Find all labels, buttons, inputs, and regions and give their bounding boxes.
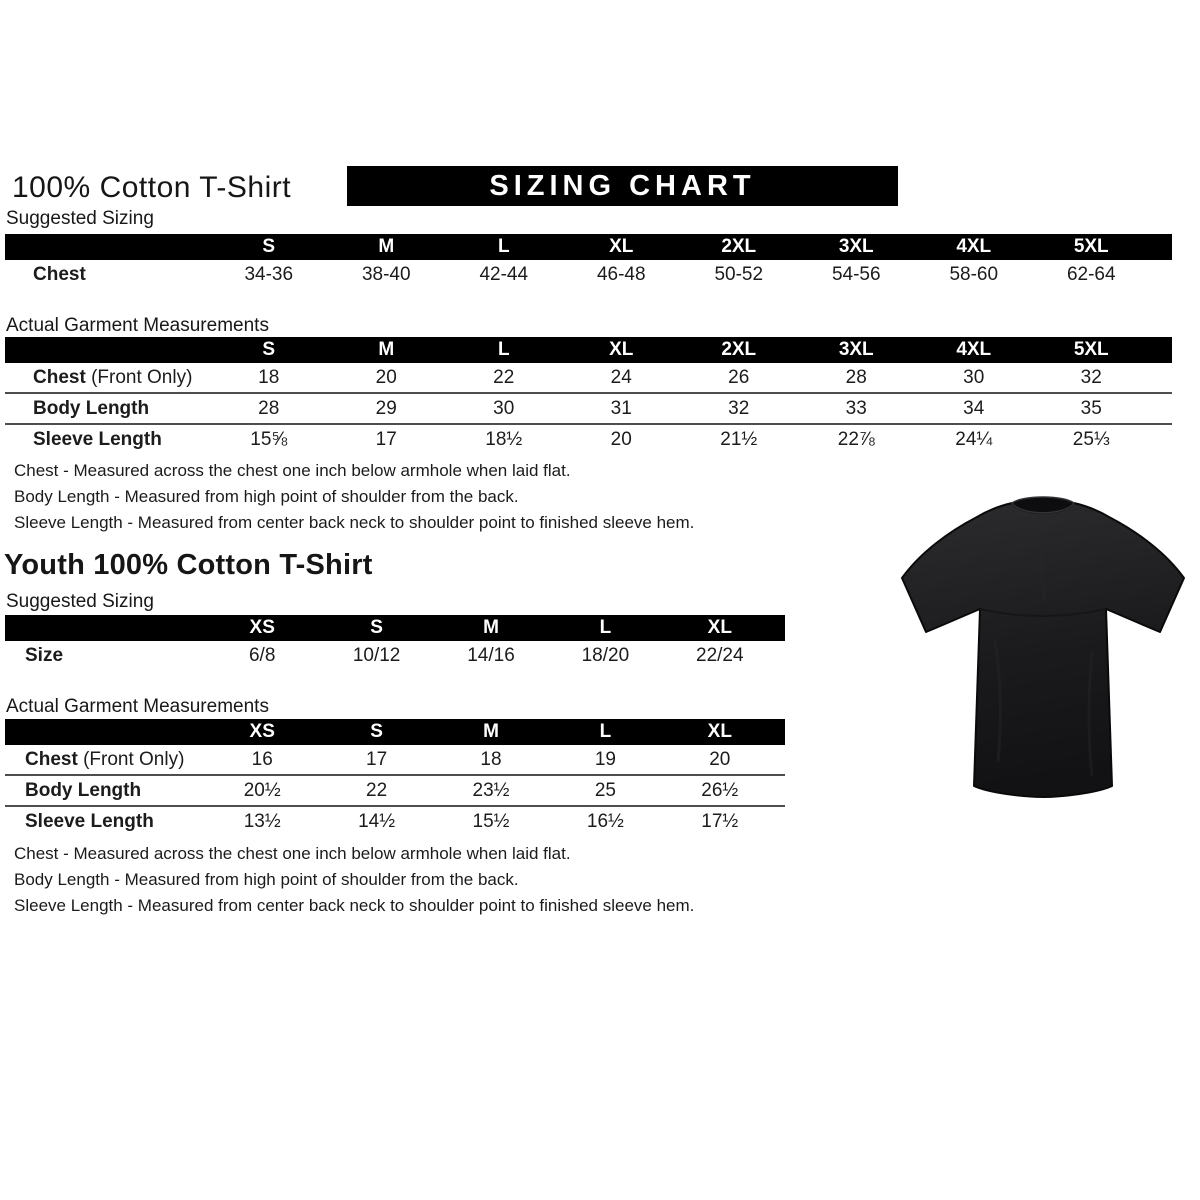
measurement-note: Chest - Measured across the chest one inch below armhole when laid flat. (14, 461, 571, 480)
page-title: 100% Cotton T-Shirt (12, 171, 292, 204)
measurement-value: 24 (610, 366, 632, 388)
measurement-value: 16½ (586, 810, 624, 832)
size-column-header: L (599, 617, 612, 638)
size-header-row (5, 719, 785, 745)
youth-suggested-sizing-label: Suggested Sizing (6, 591, 154, 612)
measurement-value: 6/8 (248, 644, 276, 666)
measurement-value: 28 (845, 366, 867, 388)
t-shirt-illustration (893, 490, 1193, 802)
size-column-header: 3XL (838, 236, 874, 257)
size-column-header: M (378, 339, 395, 360)
measurement-note: Body Length - Measured from high point of shoulder from the back. (14, 870, 519, 889)
size-column-header: L (497, 236, 510, 257)
measurement-row (5, 805, 785, 836)
measurement-row (5, 774, 785, 805)
measurement-value: 18 (258, 366, 280, 388)
measurement-value: 38-40 (361, 263, 411, 285)
youth-measurement-notes (14, 845, 694, 923)
measurement-row-label: Chest (Front Only) (25, 748, 185, 770)
adult-suggested-sizing-table (5, 234, 1172, 289)
youth-suggested-sizing-table (5, 615, 785, 670)
t-shirt-body (902, 503, 1184, 797)
measurement-value: 22/24 (696, 644, 744, 666)
measurement-value: 14½ (358, 810, 396, 832)
measurement-row (5, 745, 785, 774)
sizing-chart-banner-label: SIZING CHART (489, 169, 756, 202)
size-column-header: 5XL (1073, 236, 1109, 257)
measurement-row-label: Sleeve Length (33, 428, 162, 450)
size-column-header: S (370, 721, 383, 742)
measurement-value: 62-64 (1066, 263, 1116, 285)
measurement-value: 22 (493, 366, 515, 388)
measurement-value: 20 (375, 366, 397, 388)
adult-measurement-notes (14, 462, 694, 540)
measurement-value: 31 (610, 397, 632, 419)
size-column-header: XS (249, 617, 275, 638)
adult-suggested-sizing-label: Suggested Sizing (6, 208, 154, 229)
size-column-header: L (497, 339, 510, 360)
measurement-value: 50-52 (714, 263, 764, 285)
measurement-value: 18 (480, 748, 502, 770)
measurement-value: 21½ (720, 428, 758, 450)
measurement-value: 35 (1080, 397, 1102, 419)
youth-actual-measurements-label: Actual Garment Measurements (6, 696, 269, 717)
measurement-value: 28 (258, 397, 280, 419)
measurement-value: 10/12 (352, 644, 401, 666)
measurement-value: 42-44 (479, 263, 529, 285)
size-column-header: S (262, 339, 276, 360)
measurement-value: 33 (845, 397, 867, 419)
measurement-value: 26 (728, 366, 750, 388)
measurement-value: 22⅞ (837, 428, 875, 450)
measurement-value: 15½ (472, 810, 510, 832)
size-column-header: S (370, 617, 383, 638)
measurement-value: 29 (375, 397, 397, 419)
measurement-value: 19 (594, 748, 616, 770)
measurement-value: 18/20 (581, 644, 630, 666)
size-column-header: 3XL (838, 339, 874, 360)
measurement-note: Body Length - Measured from high point of shoulder from the back. (14, 487, 519, 506)
measurement-row-label: Chest (33, 263, 86, 285)
measurement-row (5, 392, 1172, 423)
measurement-value: 58-60 (949, 263, 999, 285)
sizing-chart-banner (347, 166, 898, 206)
measurement-row (5, 641, 785, 670)
size-column-header: XS (249, 721, 275, 742)
size-header-row (5, 615, 785, 641)
measurement-row-label: Body Length (33, 397, 150, 419)
measurement-value: 20 (610, 428, 632, 450)
size-column-header: M (378, 236, 395, 257)
measurement-value: 34-36 (244, 263, 294, 285)
measurement-value: 14/16 (467, 644, 515, 666)
measurement-row-label: Chest (Front Only) (33, 366, 193, 388)
size-header-row (5, 337, 1172, 363)
measurement-value: 46-48 (596, 263, 646, 285)
measurement-note: Chest - Measured across the chest one inch below armhole when laid flat. (14, 844, 571, 863)
measurement-value: 25⅓ (1072, 428, 1110, 450)
measurement-value: 24¼ (955, 428, 993, 450)
youth-section-title: Youth 100% Cotton T-Shirt (4, 549, 373, 581)
measurement-value: 20 (709, 748, 731, 770)
size-header-row (5, 234, 1172, 260)
size-column-header: M (483, 617, 499, 638)
size-column-header: S (262, 236, 276, 257)
measurement-value: 18½ (485, 428, 523, 450)
measurement-value: 17½ (701, 810, 739, 832)
size-column-header: L (599, 721, 612, 742)
size-column-header: 5XL (1073, 339, 1109, 360)
measurement-row (5, 363, 1172, 392)
measurement-value: 54-56 (831, 263, 881, 285)
measurement-value: 26½ (701, 779, 739, 801)
measurement-value: 32 (1080, 366, 1102, 388)
measurement-value: 25 (594, 779, 616, 801)
measurement-row (5, 260, 1172, 289)
measurement-row-label: Sleeve Length (25, 810, 154, 832)
size-column-header: 4XL (956, 339, 992, 360)
adult-actual-measurements-table (5, 337, 1172, 454)
measurement-value: 23½ (472, 779, 510, 801)
measurement-value: 30 (493, 397, 515, 419)
size-column-header: XL (609, 339, 634, 360)
adult-actual-measurements-label: Actual Garment Measurements (6, 315, 269, 336)
measurement-value: 15⅝ (250, 428, 288, 450)
size-column-header: XL (707, 617, 732, 638)
size-column-header: 4XL (956, 236, 992, 257)
size-column-header: 2XL (721, 339, 757, 360)
measurement-value: 13½ (243, 810, 281, 832)
measurement-value: 30 (963, 366, 985, 388)
measurement-value: 32 (728, 397, 750, 419)
measurement-row-label: Body Length (25, 779, 142, 801)
measurement-value: 34 (963, 397, 985, 419)
measurement-note: Sleeve Length - Measured from center back neck to shoulder point to finished sleeve hem. (14, 513, 695, 532)
black-t-shirt-photo (893, 490, 1193, 802)
measurement-value: 22 (366, 779, 388, 801)
measurement-note: Sleeve Length - Measured from center back neck to shoulder point to finished sleeve hem. (14, 896, 695, 915)
measurement-value: 17 (375, 428, 397, 450)
youth-actual-measurements-table (5, 719, 785, 836)
measurement-row (5, 423, 1172, 454)
size-column-header: 2XL (721, 236, 757, 257)
measurement-value: 16 (251, 748, 273, 770)
measurement-row-label: Size (25, 644, 64, 666)
size-column-header: XL (609, 236, 634, 257)
size-column-header: XL (707, 721, 732, 742)
size-column-header: M (483, 721, 499, 742)
measurement-value: 17 (366, 748, 388, 770)
measurement-value: 20½ (243, 779, 281, 801)
